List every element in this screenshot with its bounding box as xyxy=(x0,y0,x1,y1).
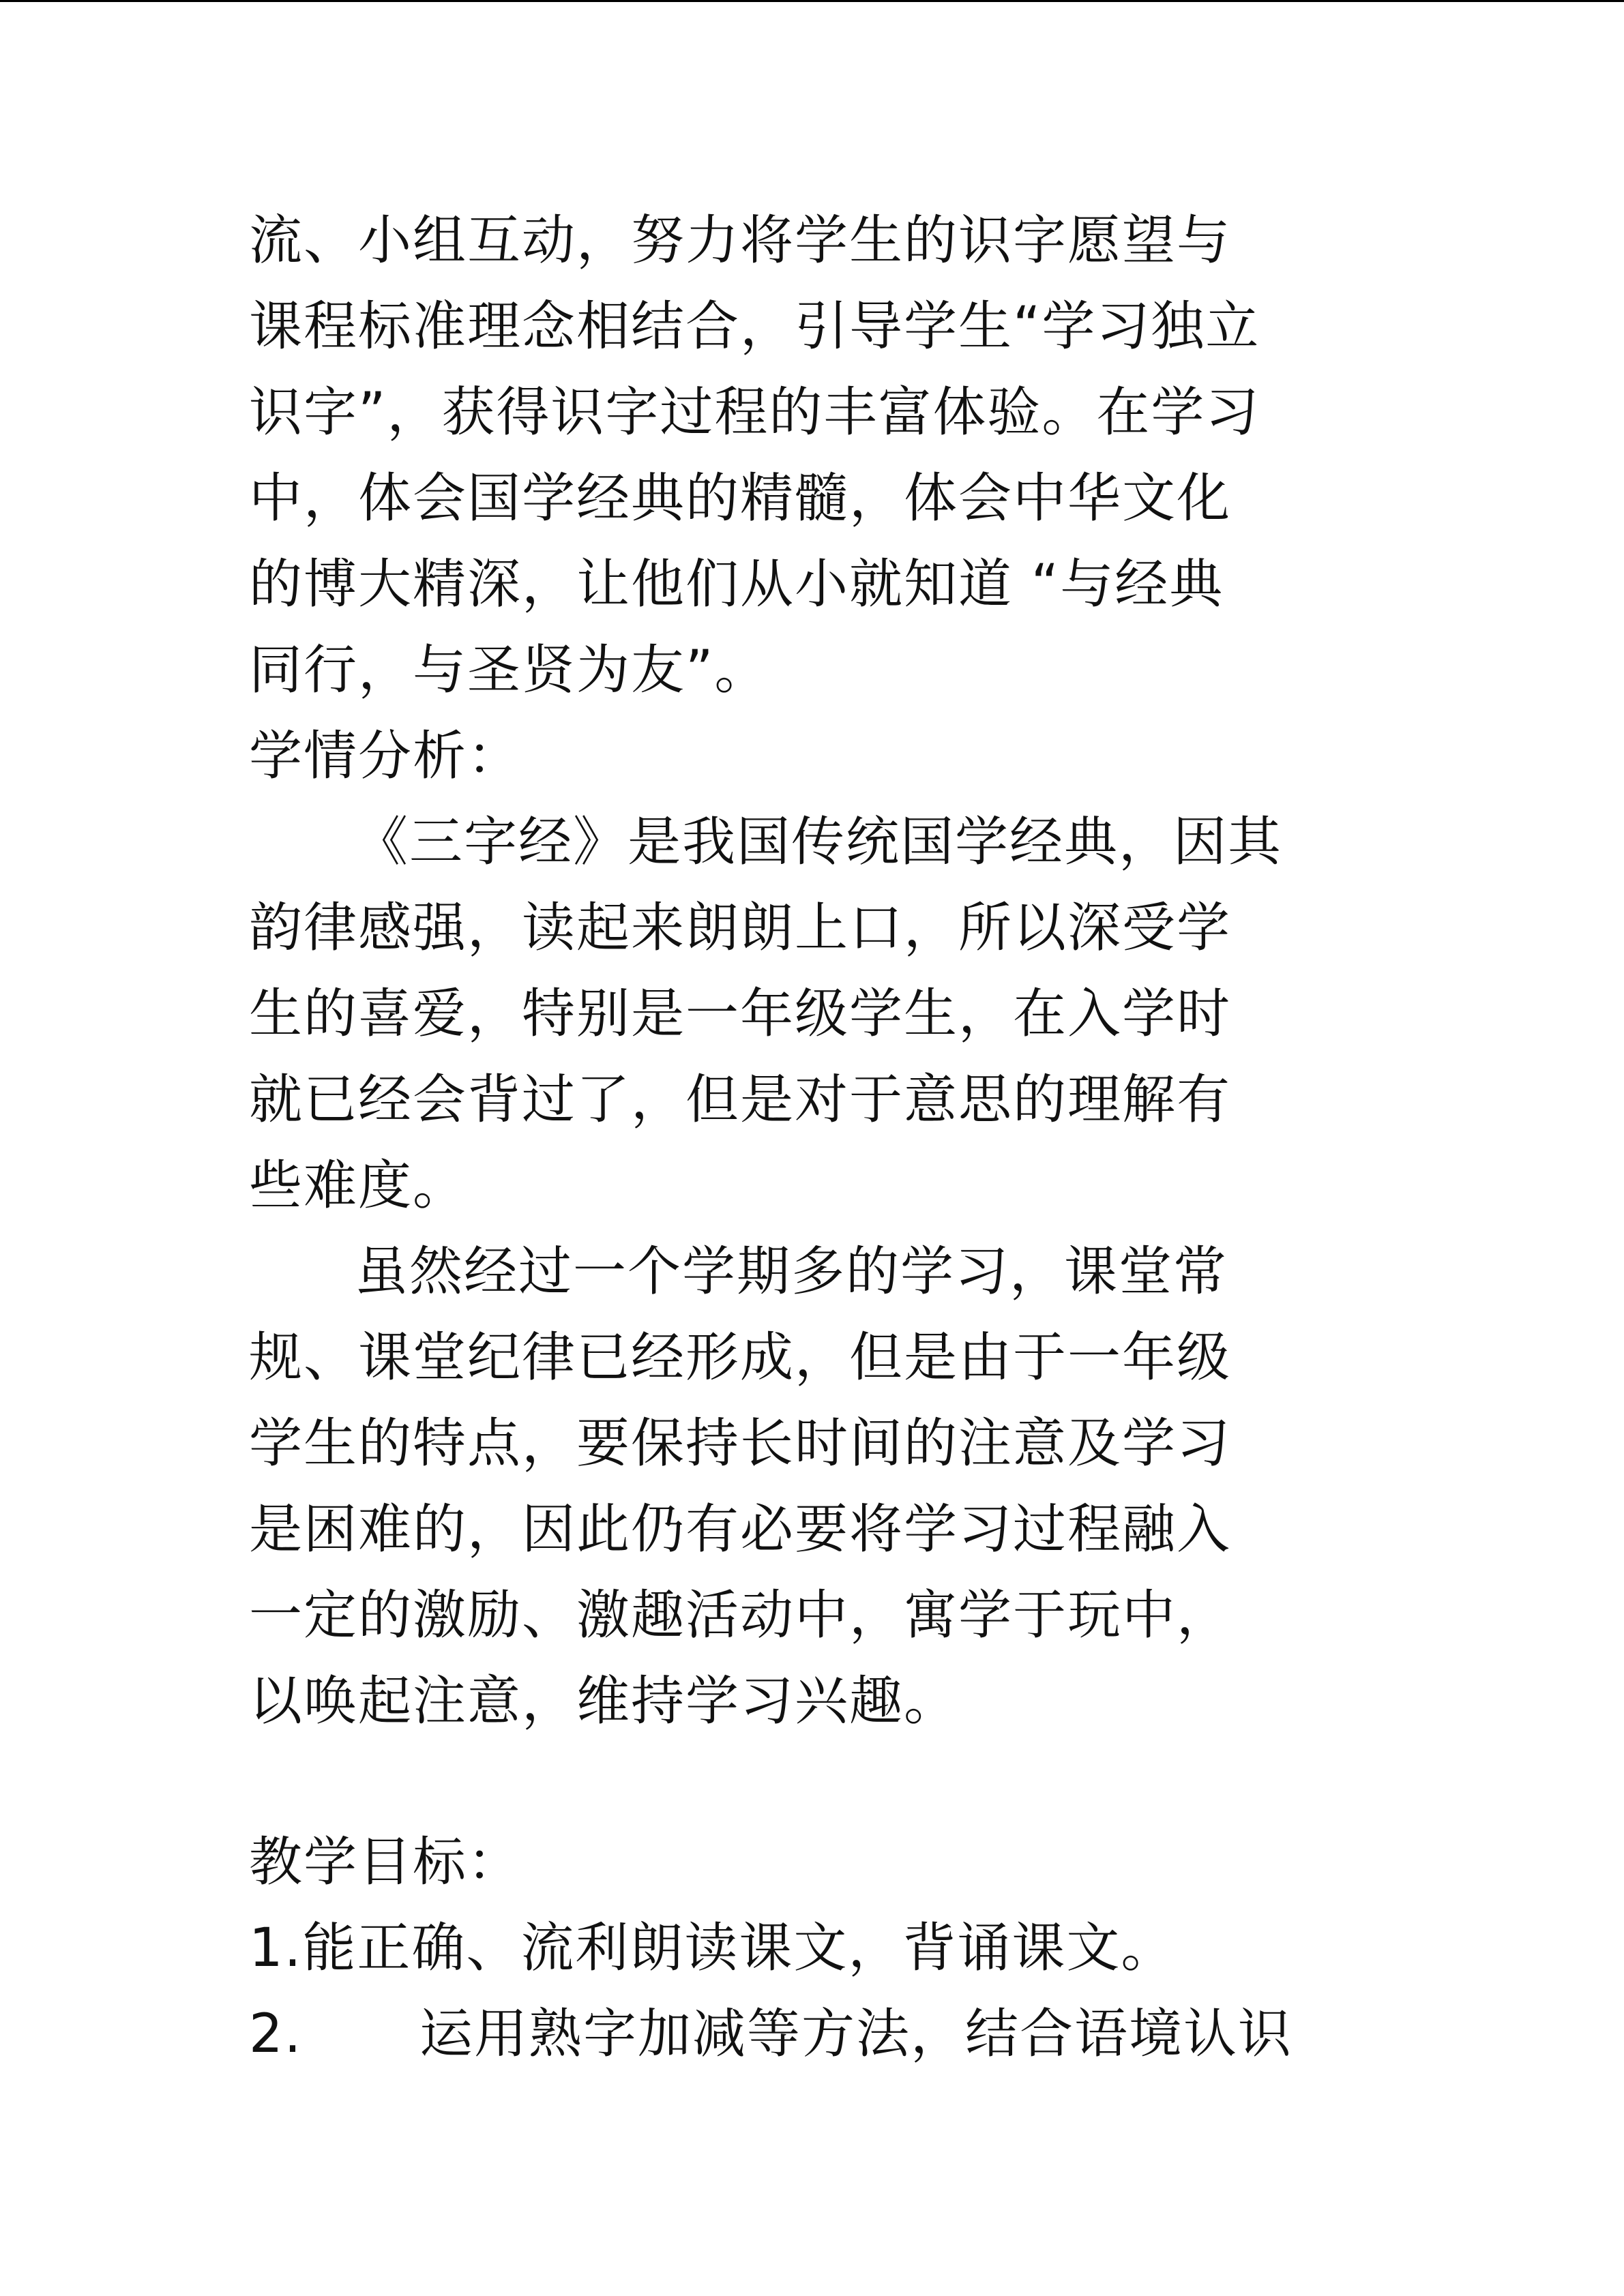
analysis-p1-line-1: 《三字经》是我国传统国学经典，因其 xyxy=(355,811,1283,873)
goal-text: 能正确、流利朗读课文，背诵课文。 xyxy=(302,1918,1176,1979)
goal-item-2-number: 2. xyxy=(249,2003,303,2065)
goal-item-2-text: 运用熟字加减等方法，结合语境认识 xyxy=(419,2003,1293,2065)
analysis-p2-line-4: 是困难的，因此仍有必要将学习过程融入 xyxy=(249,1499,1232,1560)
goal-number: 1. xyxy=(249,1918,303,1979)
goal-item-1 xyxy=(249,1905,1175,1991)
intro-line-4: 中，体会国学经典的精髓，体会中华文化 xyxy=(249,468,1232,529)
analysis-p2-line-5: 一定的激励、激趣活动中，寓学于玩中， xyxy=(249,1585,1232,1646)
analysis-p1-line-3: 生的喜爱，特别是一年级学生，在入学时 xyxy=(249,983,1232,1045)
analysis-p1-line-4: 就已经会背过了，但是对于意思的理解有 xyxy=(249,1069,1232,1131)
analysis-p2-line-1: 虽然经过一个学期多的学习，课堂常 xyxy=(355,1241,1228,1302)
intro-line-1: 流、小组互动，努力将学生的识字愿望与 xyxy=(249,210,1232,271)
analysis-p1-line-5: 些难度。 xyxy=(249,1155,468,1217)
intro-line-3: 识字”，获得识字过程的丰富体验。在学习 xyxy=(249,382,1260,443)
goals-heading: 教学目标： xyxy=(249,1832,522,1893)
analysis-heading: 学情分析： xyxy=(249,726,522,787)
intro-line-6: 同行，与圣贤为友”。 xyxy=(249,640,769,701)
intro-line-2: 课程标准理念相结合，引导学生“学习独立 xyxy=(249,296,1260,357)
analysis-p1-line-2: 韵律感强，读起来朗朗上口，所以深受学 xyxy=(249,897,1232,959)
analysis-p2-line-3: 学生的特点，要保持长时间的注意及学习 xyxy=(249,1413,1232,1474)
intro-line-5: 的博大精深，让他们从小就知道 “与经典 xyxy=(249,554,1224,615)
analysis-p2-line-6: 以唤起注意，维持学习兴趣。 xyxy=(249,1671,959,1732)
analysis-p2-line-2: 规、课堂纪律已经形成，但是由于一年级 xyxy=(249,1327,1232,1388)
